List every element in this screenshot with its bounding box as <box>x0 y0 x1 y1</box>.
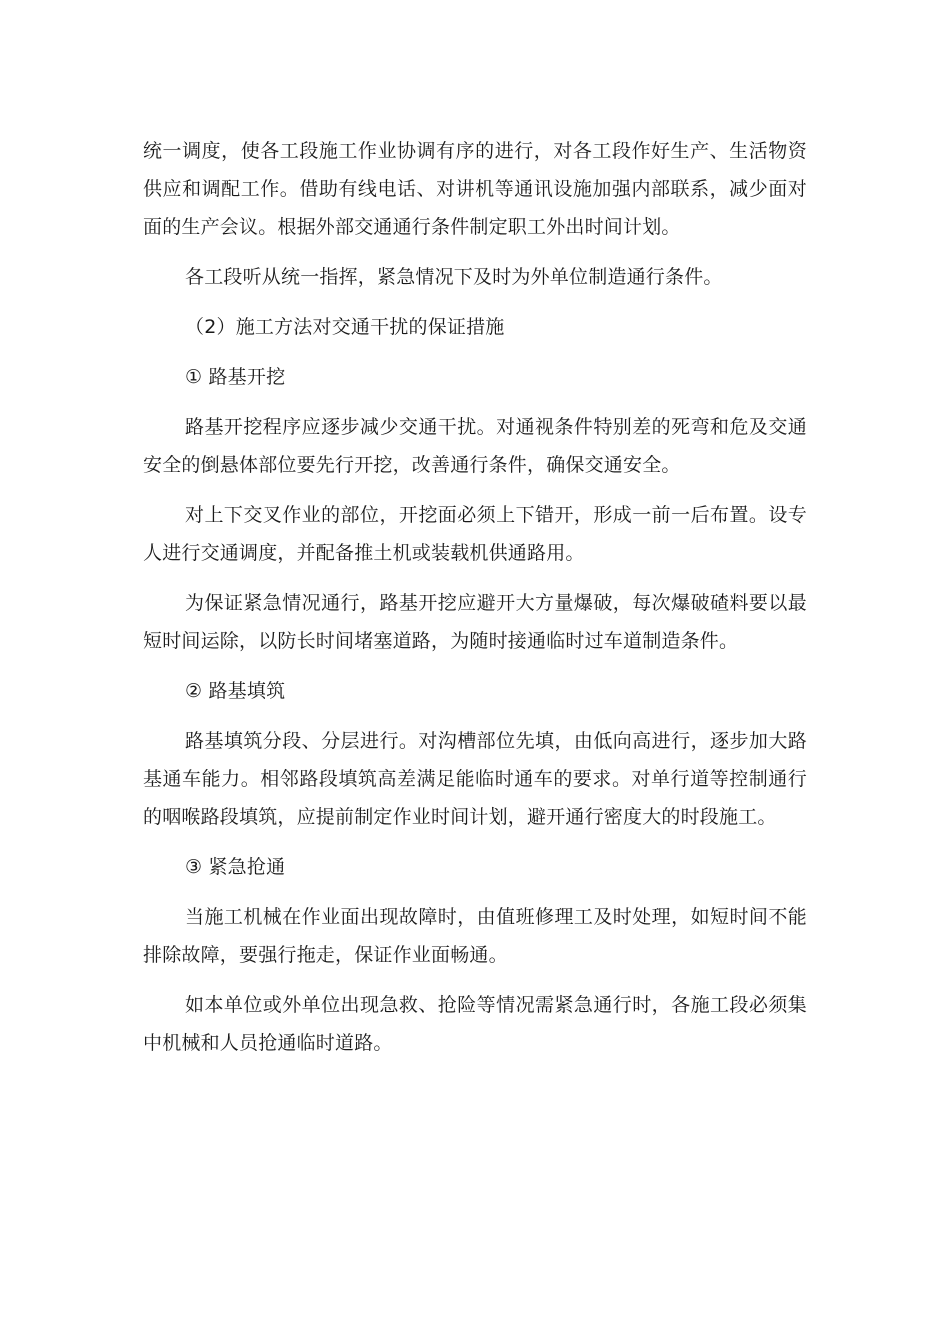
paragraph-7: 当施工机械在作业面出现故障时，由值班修理工及时处理，如短时间不能排除故障，要强行拖走，保证作业面畅通。 <box>143 906 807 966</box>
subsection-heading-2: ② 路基填筑 <box>185 680 286 702</box>
paragraph-2: 各工段听从统一指挥，紧急情况下及时为外单位制造通行条件。 <box>185 266 723 288</box>
subsection-heading-1: ① 路基开挖 <box>185 366 286 388</box>
section-heading-2: （2）施工方法对交通干扰的保证措施 <box>185 316 505 338</box>
document-body <box>143 132 807 1074</box>
subsection-heading-3: ③ 紧急抢通 <box>185 856 286 878</box>
paragraph-4: 对上下交叉作业的部位，开挖面必须上下错开，形成一前一后布置。设专人进行交通调度，并配备推土机或装载机供通路用。 <box>143 504 807 564</box>
paragraph-6: 路基填筑分段、分层进行。对沟槽部位先填，由低向高进行，逐步加大路基通车能力。相邻路段填筑高差满足能临时通车的要求。对单行道等控制通行的咽喉路段填筑，应提前制定作业时间计划，避开通行密度大的时段施工。 <box>143 730 807 828</box>
paragraph-5: 为保证紧急情况通行，路基开挖应避开大方量爆破，每次爆破碴料要以最短时间运除，以防长时间堵塞道路，为随时接通临时过车道制造条件。 <box>143 592 807 652</box>
paragraph-1: 统一调度，使各工段施工作业协调有序的进行，对各工段作好生产、生活物资供应和调配工作。借助有线电话、对讲机等通讯设施加强内部联系，减少面对面的生产会议。根据外部交通通行条件制定职工外出时间计划。 <box>143 140 807 238</box>
paragraph-3: 路基开挖程序应逐步减少交通干扰。对通视条件特别差的死弯和危及交通安全的倒悬体部位要先行开挖，改善通行条件，确保交通安全。 <box>143 416 807 476</box>
paragraph-8: 如本单位或外单位出现急救、抢险等情况需紧急通行时，各施工段必须集中机械和人员抢通临时道路。 <box>143 994 807 1054</box>
